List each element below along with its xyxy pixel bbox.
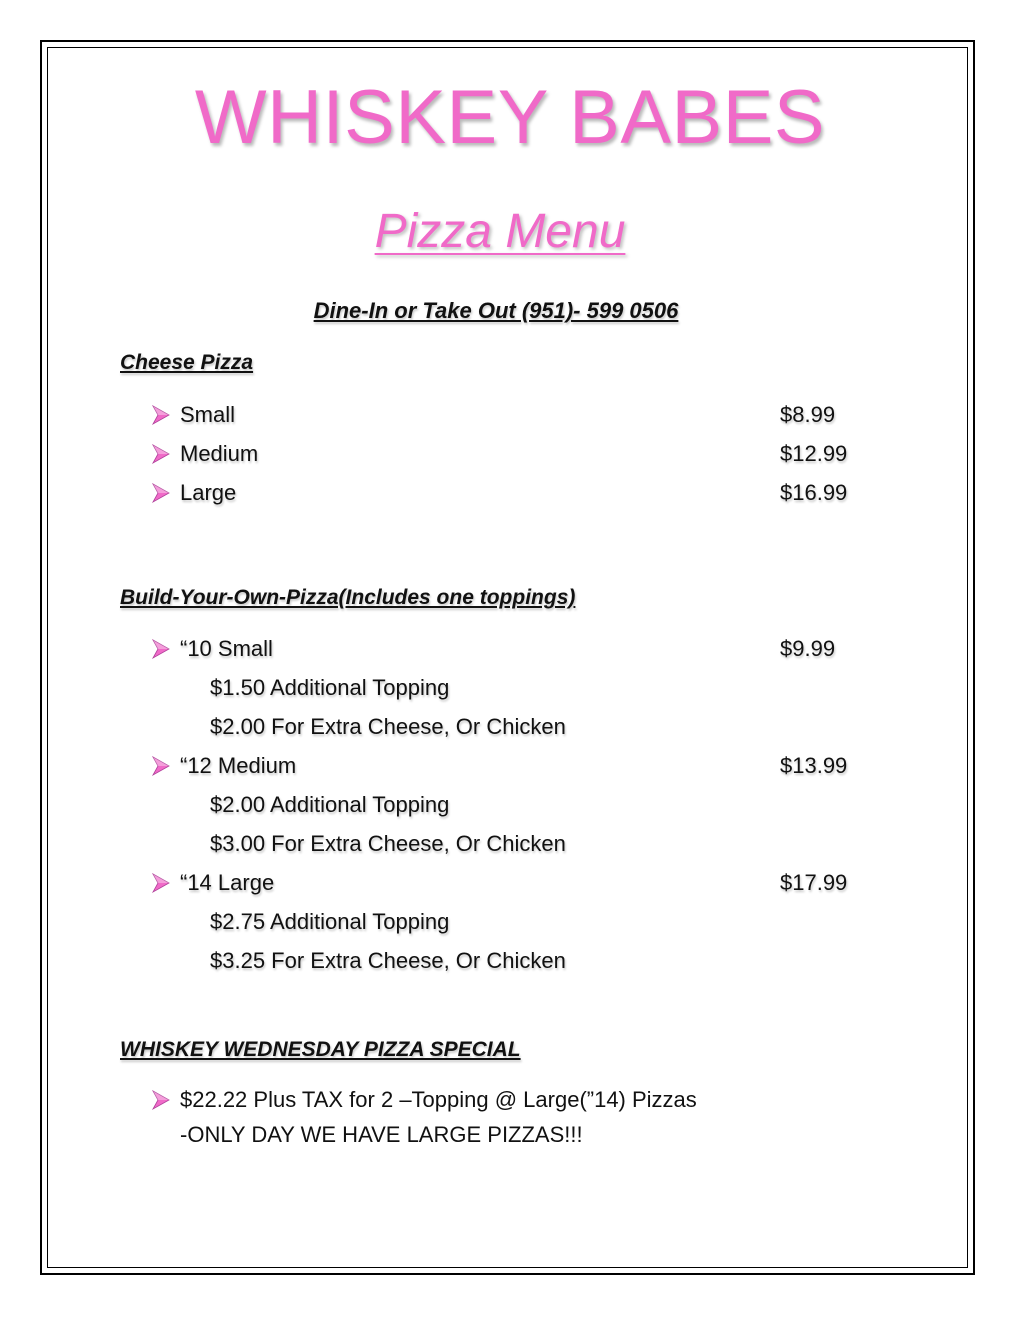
topping-note: $3.25 For Extra Cheese, Or Chicken <box>210 948 566 973</box>
arrow-bullet-icon <box>150 481 172 505</box>
wednesday-special-heading: WHISKEY WEDNESDAY PIZZA SPECIAL <box>120 1038 521 1061</box>
menu-item-name: Small <box>180 402 236 427</box>
menu-subtitle: Pizza Menu <box>374 205 626 258</box>
restaurant-title: WHISKEY BABES <box>194 75 826 160</box>
cheese-pizza-heading: Cheese Pizza <box>120 351 254 374</box>
arrow-bullet-icon <box>150 403 172 427</box>
topping-note: $2.00 Additional Topping <box>210 792 450 817</box>
special-note-text: -ONLY DAY WE HAVE LARGE PIZZAS!!! <box>180 1122 583 1147</box>
menu-item-name: “10 Small <box>180 636 273 661</box>
arrow-bullet-icon <box>150 637 172 661</box>
arrow-bullet-icon <box>150 754 172 778</box>
arrow-bullet-icon <box>150 1088 172 1112</box>
menu-item-price: $8.99 <box>780 402 836 427</box>
menu-item-price: $16.99 <box>780 480 848 505</box>
topping-note: $3.00 For Extra Cheese, Or Chicken <box>210 831 566 856</box>
build-your-own-heading: Build-Your-Own-Pizza(Includes one toppings) <box>120 586 576 609</box>
arrow-bullet-icon <box>150 871 172 895</box>
contact-line: Dine-In or Take Out (951)- 599 0506 <box>313 298 679 323</box>
topping-note: $2.00 For Extra Cheese, Or Chicken <box>210 714 566 739</box>
menu-item-name: “14 Large <box>180 870 275 895</box>
menu-item-price: $13.99 <box>780 753 848 778</box>
menu-item-price: $17.99 <box>780 870 848 895</box>
menu-item-price: $9.99 <box>780 636 836 661</box>
menu-item-name: Large <box>180 480 237 505</box>
special-offer-text: $22.22 Plus TAX for 2 –Topping @ Large(”14) Pizzas <box>180 1087 697 1112</box>
menu-item-name: “12 Medium <box>180 753 297 778</box>
topping-note: $1.50 Additional Topping <box>210 675 450 700</box>
menu-item-price: $12.99 <box>780 441 848 466</box>
menu-item-name: Medium <box>180 441 259 466</box>
arrow-bullet-icon <box>150 442 172 466</box>
topping-note: $2.75 Additional Topping <box>210 909 450 934</box>
